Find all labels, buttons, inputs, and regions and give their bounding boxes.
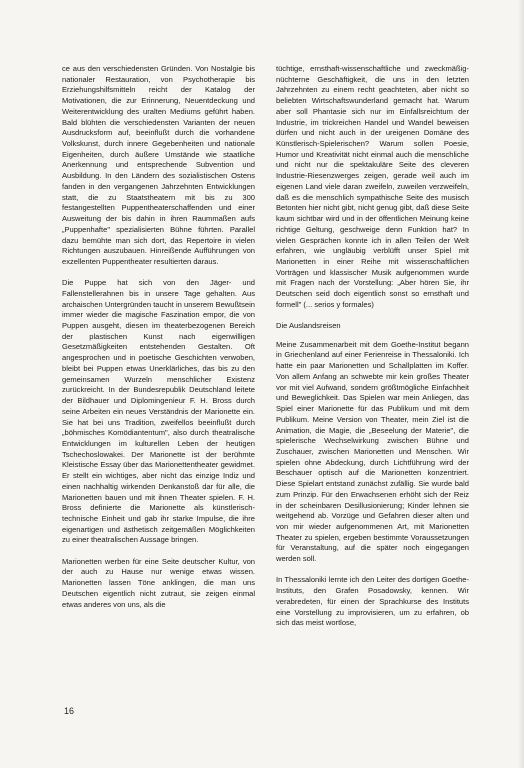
paragraph: tüchtige, ernsthaft-wissenschaftliche und zweckmäßig-nüchterne Geschäftigkeit, die uns in den letzten Jahrzehnten zu einem recht geachteten, aber nicht so beliebten Wirtschaftswunderland gemacht hat. Warum aber soll Phantasie sich nur im Einfallsreichtum der Industrie, im trickreichen Handel und Wandel beweisen dürfen und nicht auch in der ureigenen Domäne des Künstlerisch-Spielerischen? Warum sollen Poesie, Humor und Kreativität nicht einmal auch die menschliche und nicht nur die spektakuläre Seite des cleveren Industrie-Riesenzwerges zeigen, gerade weil auch im eigenen Land viele daran zweifeln, zuweilen verzweifeln, daß es die menschlich sympathische Seite des musisch Betonten hier nicht gibt, nicht genug gibt, daß diese Seite kaum sichtbar wird und in der öffentlichen Meinung keine richtige Geltung, geschweige denn Funktion hat? In vielen Gesprächen konnte ich in allen Teilen der Welt erfahren, wie ungläubig verblüfft unser Spiel mit Marionetten in einer Reihe mit wissenschaftlichen Vorträgen und klassischer Musik aufgenommen wurde mit Fragen nach der Vorstellung: „Aber hören Sie, ihr Deutschen seid doch eigentlich sonst so ernsthaft und formell" (... serios y formales): [276, 64, 469, 309]
paragraph: ce aus den verschiedensten Gründen. Von Nostalgie bis nationaler Restauration, von Psychotherapie bis Erziehungshilfsmitteln reicht der Katalog der Motivationen, die zur Erinnerung, Neuentdeckung und Weiterentwicklung des uralten Mediums geführt haben. Bald blühten die verschiedensten Varianten der neuen Ausdrucksform auf, beeinflußt durch die vorhandene Volkskunst, durch innere Gegebenheiten und nationale Eigenheiten, durch äußere Umstände wie staatliche Anerkennung und entsprechende Subvention und Ausbildung. In den Ländern des sozialistischen Ostens fanden in den vergangenen Jahrzehnten Entwicklungen statt, die zu Staatstheatern mit bis zu 300 festangestellten Puppentheaterschaffenden und einer Ausweitung der bis dahin in ihren Raummaßen aufs „Puppenhafte" spezialisierten Bühne führten. Parallel dazu bemühte man sich dort, das Repertoire in vielen Richtungen auszubauen. Hinreißende Aufführungen von exzellenten Puppentheater resultierten daraus.: [62, 64, 255, 266]
section-heading: Die Auslandsreisen: [276, 321, 341, 331]
page-edge-shadow: [518, 0, 524, 768]
paragraph: In Thessaloniki lernte ich den Leiter des dortigen Goethe-Instituts, den Grafen Posadowsky, kennen. Wir verabredeten, für einen der Sprachkurse des Instituts eine Vorstellung zu improvisieren, um zu erfahren, ob sich das meist wortlose,: [276, 575, 469, 628]
left-text-column: [62, 64, 255, 621]
paragraph: Die Puppe hat sich von den Jäger- und Fallenstellerahnen bis in unsere Tage gehalten. Aus archaischen Untergründen taucht in unserem Bewußtsein immer wieder die magische Faszination empor, die von Puppen ausgeht, diesen im theaterbezogenen Bereich der plastischen Kunst nach eigenwilligen Gesetzmäßigkeiten entstehenden Gestalten. Oft angesprochen und in poetische Geschichten verwoben, bleibt bei Puppen etwas Unerklärliches, das bis zu den gemeinsamen Wurzeln menschlicher Existenz zurückreicht. In der Bundesrepublik Deutschland leitete der Bildhauer und Diplomingenieur F. H. Bross durch seine Arbeiten ein neues Verständnis der Marionette ein. Sie hat bei uns Tradition, zweifellos beeinflußt durch „böhmisches Komödiantentum", also durch theatralische Entwicklungen im kulturellen Leben der heutigen Tschechoslowakei. Der Marionette ist der berühmte Kleistische Essay über das Marionettentheater gewidmet. Er stellt ein wichtiges, aber nicht das einzige Indiz und einen nachhaltig wirkenden Denkanstoß dar für alle, die Marionetten bauen und mit ihnen Theater spielen. F. H. Bross definierte die Marionette als künstlerisch-technische Einheit und gab ihr starke Impulse, die ihre eigenartigen und ästhetisch zeitgemäßen Möglichkeiten zu einer theatralischen Aussage bringen.: [62, 278, 255, 545]
paragraph: Marionetten werben für eine Seite deutscher Kultur, von der auch zu Hause nur wenige etwas wissen. Marionetten lassen Töne anklingen, die man uns Deutschen eigentlich nicht zutraut, sie zeigen einmal etwas anderes von uns, als die: [62, 556, 255, 609]
page-number: 16: [64, 706, 75, 716]
paragraph: Meine Zusammenarbeit mit dem Goethe-Institut begann in Griechenland auf einer Ferienreise in Thessaloniki. Ich hatte ein paar Marionetten und Schallplatten im Koffer. Von allem Anfang an schwebte mir kein großes Theater vor mit viel Aufwand, sondern größtmögliche Einfachheit und Beweglichkeit. Das Spielen war mein Anliegen, das Spiel einer Marionette für das Publikum und mit dem Publikum. Meine Version von Theater, mein Ziel ist die Animation, die Magie, die „Beseelung der Materie", die spielerische Wechselwirkung zwischen Bühne und Zuschauer, zwischen Marionetten und Menschen. Wir spielen ohne Abdeckung, durch Lichtführung wird der Beschauer optisch auf die Marionetten konzentriert. Diese Spielart entstand zunächst zufällig. Sie wurde bald zum Prinzip. Für den Erwachsenen erhöht sich der Reiz in der scheinbaren Desillusionierung; Kinder lehnen sie weitgehend ab. Vorzüge und Gefahren dieser alten und von mir wieder aufgenommenen Art, mit Marionetten Theater zu spielen, ergeben bestimmte Voraussetzungen für Veranstaltung, auf die später noch eingegangen werden soll.: [276, 339, 469, 564]
right-text-column: [276, 64, 469, 639]
